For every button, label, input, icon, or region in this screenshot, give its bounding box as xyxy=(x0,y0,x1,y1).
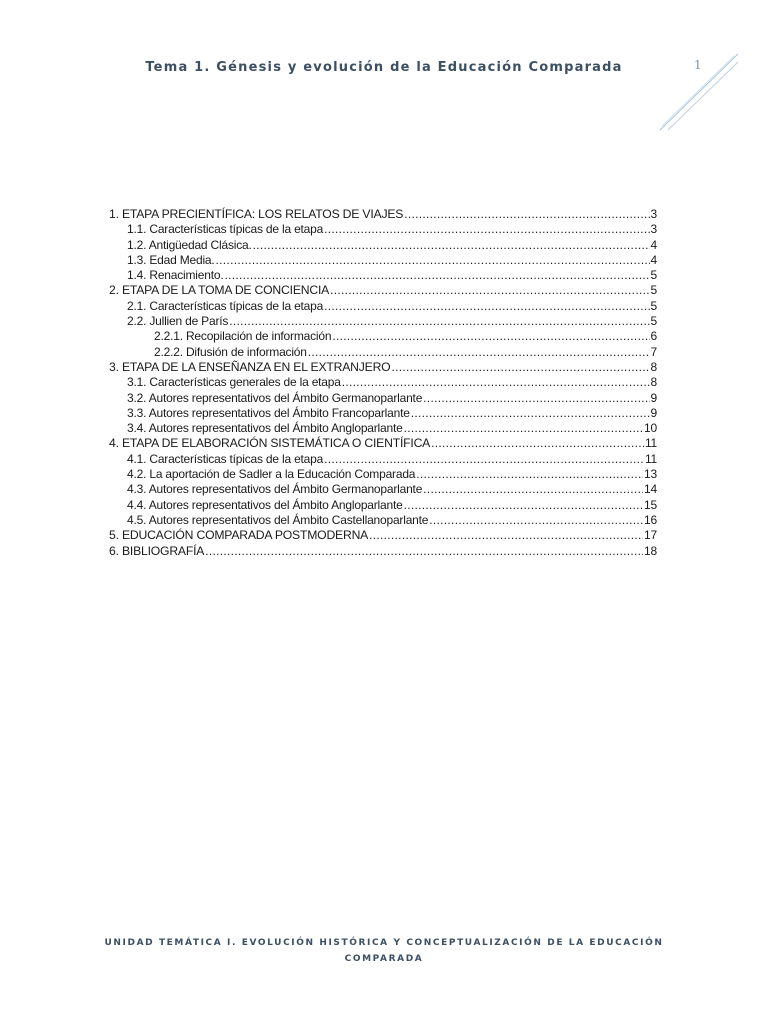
toc-entry[interactable] xyxy=(109,375,657,390)
table-of-contents xyxy=(109,207,657,559)
toc-dot-leader xyxy=(423,482,643,497)
toc-entry-page-number: 13 xyxy=(644,467,657,482)
toc-entry-page-number: 16 xyxy=(644,512,657,527)
toc-entry[interactable] xyxy=(109,283,657,298)
toc-dot-leader xyxy=(369,528,643,543)
corner-decoration-lines xyxy=(656,52,740,132)
toc-dot-leader xyxy=(253,238,650,253)
toc-entry-label: 4.4. Autores representativos del Ámbito Angloparlante xyxy=(127,497,403,512)
toc-entry-label: 3.2. Autores representativos del Ámbito Germanoparlante xyxy=(127,390,423,405)
toc-entry-label: 4. ETAPA DE ELABORACIÓN SISTEMÁTICA O CIENTÍFICA xyxy=(109,436,431,451)
toc-entry[interactable] xyxy=(109,513,657,528)
toc-entry[interactable] xyxy=(109,253,657,268)
toc-entry[interactable] xyxy=(109,452,657,467)
toc-entry-page-number: 9 xyxy=(650,405,657,420)
toc-entry[interactable] xyxy=(109,207,657,222)
toc-entry-page-number: 17 xyxy=(644,528,657,543)
toc-dot-leader xyxy=(423,391,649,406)
toc-entry-page-number: 4 xyxy=(650,237,657,252)
toc-entry-label: 6. BIBLIOGRAFÍA xyxy=(109,543,205,558)
toc-entry[interactable] xyxy=(109,482,657,497)
toc-entry-page-number: 15 xyxy=(644,497,657,512)
toc-entry[interactable] xyxy=(109,314,657,329)
toc-dot-leader xyxy=(229,314,649,329)
toc-dot-leader xyxy=(324,299,649,314)
toc-entry-page-number: 5 xyxy=(650,314,657,329)
toc-entry[interactable] xyxy=(109,329,657,344)
toc-dot-leader xyxy=(342,375,650,390)
toc-entry-page-number: 5 xyxy=(650,298,657,313)
toc-dot-leader xyxy=(411,406,650,421)
toc-entry-label: 2.1. Características típicas de la etapa xyxy=(127,298,324,313)
toc-entry-page-number: 9 xyxy=(650,390,657,405)
toc-entry[interactable] xyxy=(109,391,657,406)
toc-entry-label: 1. ETAPA PRECIENTÍFICA: LOS RELATOS DE VIAJES xyxy=(109,207,404,221)
toc-dot-leader xyxy=(224,268,649,283)
toc-entry-page-number: 3 xyxy=(650,207,657,221)
toc-entry-label: 1.1. Características típicas de la etapa xyxy=(127,222,324,237)
toc-entry-label: 1.4. Renacimiento. xyxy=(127,268,224,283)
toc-entry-label: 1.2. Antigüedad Clásica. xyxy=(127,237,252,252)
toc-entry-label: 3.3. Autores representativos del Ámbito Francoparlante xyxy=(127,405,410,420)
toc-dot-leader xyxy=(324,452,644,467)
toc-entry-page-number: 6 xyxy=(650,329,657,344)
toc-dot-leader xyxy=(216,253,650,268)
toc-entry-page-number: 11 xyxy=(644,451,657,466)
toc-entry-label: 4.2. La aportación de Sadler a la Educación Comparada xyxy=(127,467,416,482)
toc-entry[interactable] xyxy=(109,436,657,451)
toc-dot-leader xyxy=(404,498,643,513)
toc-dot-leader xyxy=(324,222,649,237)
toc-entry[interactable] xyxy=(109,544,657,559)
toc-entry-label: 3.1. Características generales de la etapa xyxy=(127,375,341,390)
toc-entry-label: 1.3. Edad Media. xyxy=(127,252,215,267)
toc-entry[interactable] xyxy=(109,268,657,283)
page-header-title: Tema 1. Génesis y evolución de la Educación Comparada xyxy=(145,60,623,75)
toc-entry-label: 2.2.2. Difusión de información xyxy=(154,344,307,359)
toc-dot-leader xyxy=(391,360,649,375)
toc-entry-page-number: 7 xyxy=(650,344,657,359)
footer-text-line-2: COMPARADA xyxy=(344,954,424,964)
toc-entry[interactable] xyxy=(109,467,657,482)
toc-entry-label: 4.5. Autores representativos del Ámbito Castellanoparlante xyxy=(127,512,429,527)
page-number: 1 xyxy=(694,58,702,72)
toc-entry-page-number: 5 xyxy=(650,268,657,283)
toc-entry-page-number: 10 xyxy=(644,421,657,436)
toc-entry-page-number: 11 xyxy=(644,436,657,451)
toc-dot-leader xyxy=(332,329,649,344)
toc-entry-page-number: 3 xyxy=(650,222,657,237)
toc-entry-label: 2. ETAPA DE LA TOMA DE CONCIENCIA xyxy=(109,283,330,298)
toc-entry-page-number: 8 xyxy=(650,359,657,374)
toc-entry[interactable] xyxy=(109,238,657,253)
toc-dot-leader xyxy=(431,436,644,451)
toc-entry[interactable] xyxy=(109,406,657,421)
toc-entry-page-number: 14 xyxy=(644,482,657,497)
toc-dot-leader xyxy=(404,421,643,436)
toc-entry[interactable] xyxy=(109,421,657,436)
toc-entry-label: 4.1. Características típicas de la etapa xyxy=(127,451,324,466)
toc-entry-label: 2.2. Jullien de París xyxy=(127,314,229,329)
toc-dot-leader xyxy=(205,544,643,559)
toc-entry-label: 3. ETAPA DE LA ENSEÑANZA EN EL EXTRANJERO xyxy=(109,359,391,374)
toc-entry-page-number: 8 xyxy=(650,375,657,390)
toc-dot-leader xyxy=(404,207,649,222)
toc-entry[interactable] xyxy=(109,345,657,360)
toc-entry[interactable] xyxy=(109,528,657,543)
toc-dot-leader xyxy=(308,345,650,360)
toc-dot-leader xyxy=(330,283,649,298)
toc-entry-page-number: 18 xyxy=(644,543,657,558)
toc-entry[interactable] xyxy=(109,222,657,237)
toc-entry[interactable] xyxy=(109,360,657,375)
toc-dot-leader xyxy=(416,467,643,482)
footer-text-line-1: UNIDAD TEMÁTICA I. EVOLUCIÓN HISTÓRICA Y CONCEPTUALIZACIÓN DE LA EDUCACIÓN xyxy=(104,938,664,948)
toc-entry-page-number: 5 xyxy=(650,283,657,298)
toc-entry-label: 4.3. Autores representativos del Ámbito Germanoparlante xyxy=(127,482,423,497)
toc-entry-page-number: 4 xyxy=(650,252,657,267)
toc-entry-label: 2.2.1. Recopilación de información xyxy=(154,329,332,344)
toc-entry-label: 5. EDUCACIÓN COMPARADA POSTMODERNA xyxy=(109,528,369,543)
toc-entry[interactable] xyxy=(109,299,657,314)
toc-entry-label: 3.4. Autores representativos del Ámbito Angloparlante xyxy=(127,421,403,436)
toc-entry[interactable] xyxy=(109,498,657,513)
toc-dot-leader xyxy=(429,513,643,528)
